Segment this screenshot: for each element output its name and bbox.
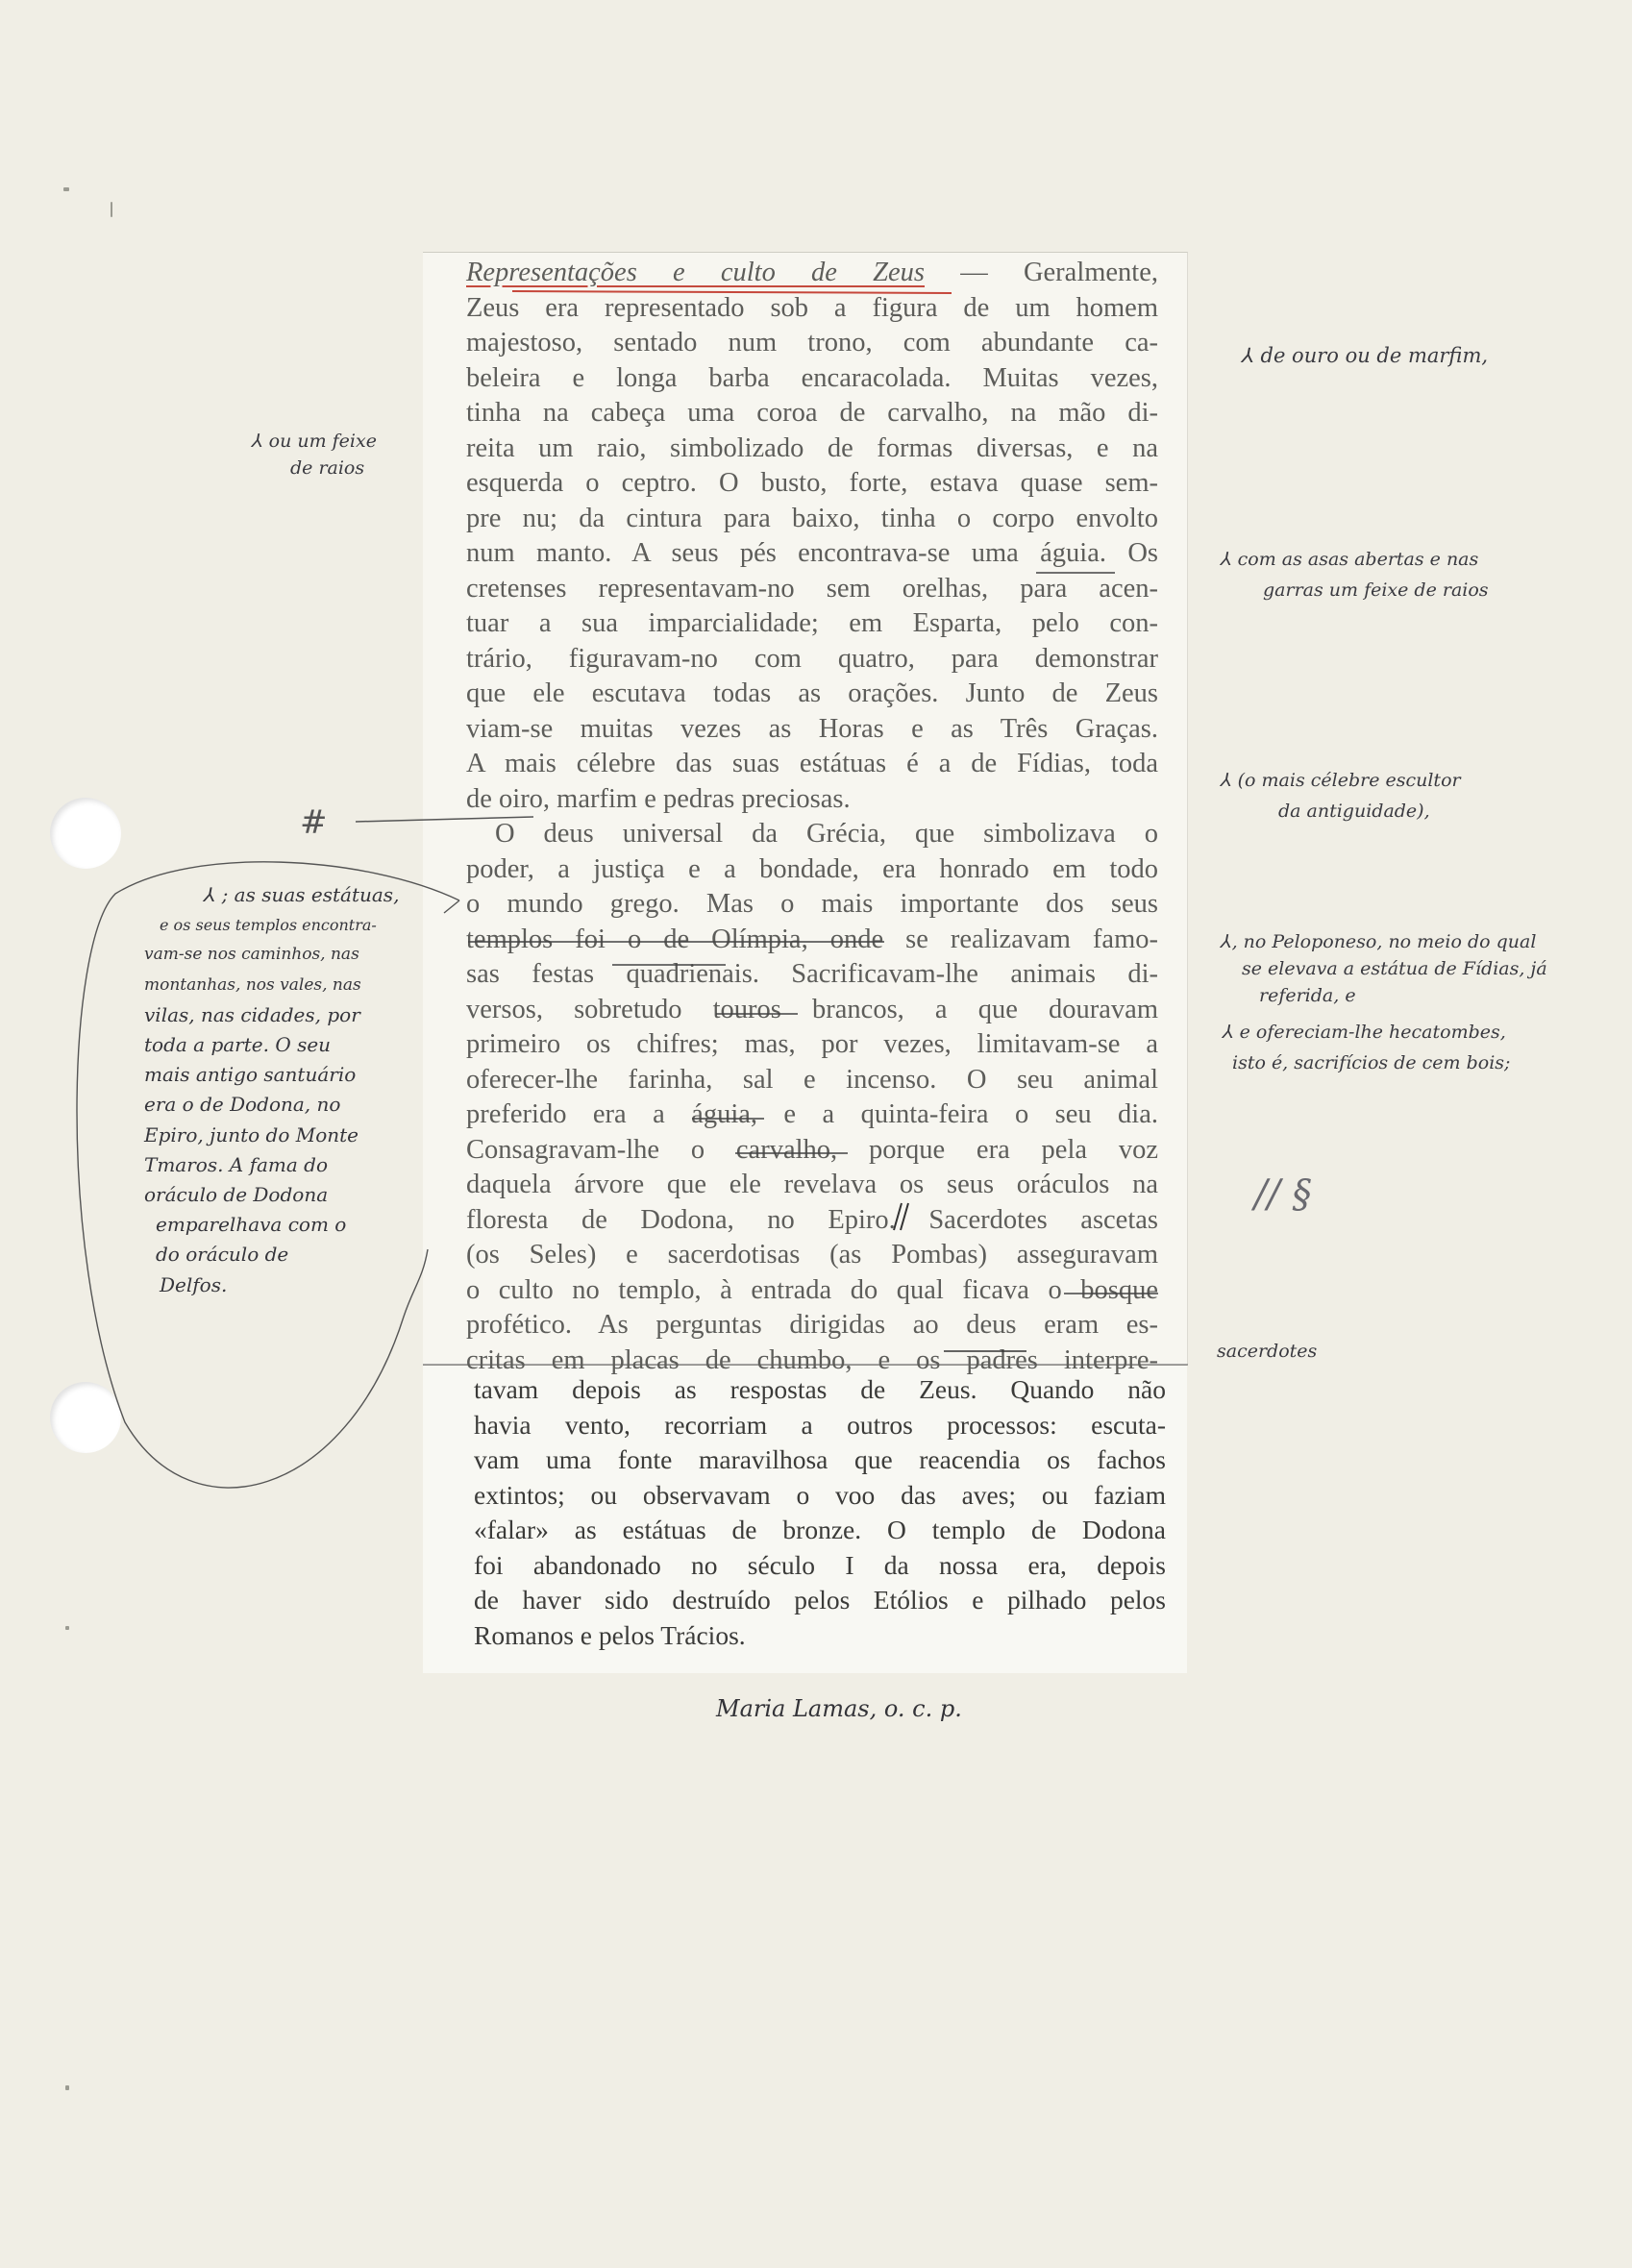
annotation-cross: #: [300, 803, 328, 842]
text-line: de haver sido destruído pelos Etólios e pilhado pelos: [474, 1585, 1166, 1615]
text-line: Consagravam-lhe o carvalho, porque era pela voz: [466, 1134, 1158, 1165]
section-title: Representações e culto de Zeus: [466, 258, 926, 287]
text-line: o culto no templo, à entrada do qual ficava o bosque: [466, 1274, 1158, 1305]
annotation-asas: ⅄ com as asas abertas e nas garras um feixe de raios: [1221, 549, 1489, 601]
annotation-peloponeso: ⅄, no Peloponeso, no meio do qual se elevava a estátua de Fídias, já referida, e: [1221, 931, 1547, 1006]
signature: Maria Lamas, o. c. p.: [716, 1695, 962, 1722]
text-line: que ele escutava todas as orações. Junto de Zeus: [466, 678, 1158, 708]
annotation-hecatombes: ⅄ e ofereciam-lhe hecatombes, isto é, sacrifícios de cem bois;: [1223, 1022, 1511, 1073]
text-line: esquerda o ceptro. O busto, forte, estava quase sem-: [466, 468, 1158, 498]
text-line: primeiro os chifres; mas, por vezes, limitavam-se a: [466, 1029, 1158, 1059]
text-line: havia vento, recorriam a outros processos: escuta-: [474, 1409, 1166, 1440]
annotation-sacerdotes: sacerdotes: [1217, 1341, 1318, 1362]
text-line: «falar» as estátuas de bronze. O templo de Dodona: [474, 1515, 1166, 1544]
annotation-ouro-marfim: ⅄ de ouro ou de marfim,: [1242, 344, 1489, 367]
text-line: pre nu; da cintura para baixo, tinha o corpo envolto: [466, 503, 1158, 533]
text-line: oferecer-lhe farinha, sal e incenso. O seu animal: [466, 1064, 1158, 1095]
text-line: cretenses representavam-no sem orelhas, para acen-: [466, 573, 1158, 604]
text-line: templos foi o de Olímpia, onde se realizavam famo-: [466, 924, 1158, 954]
annotation-paragraph: // §: [1254, 1172, 1312, 1217]
text-line: Zeus era representado sob a figura de um homem: [466, 292, 1158, 323]
text-line: tavam depois as respostas de Zeus. Quando não: [474, 1374, 1166, 1404]
text-line: beleira e longa barba encaracolada. Muitas vezes,: [466, 362, 1158, 393]
text-line: de oiro, marfim e pedras preciosas.: [466, 783, 851, 814]
annotation-raios: ⅄ ou um feixe de raios: [252, 431, 377, 479]
text-line: viam-se muitas vezes as Horas e as Três Graças.: [466, 713, 1158, 744]
text-line: tinha na cabeça uma coroa de carvalho, na mão di-: [466, 398, 1158, 428]
text-line: tuar a sua imparcialidade; em Esparta, pelo con-: [466, 608, 1158, 638]
text-line: majestoso, sentado num trono, com abundante ca-: [466, 328, 1158, 357]
text-line: reita um raio, simbolizado de formas diversas, e na: [466, 432, 1158, 463]
text-line: Romanos e pelos Trácios.: [474, 1619, 746, 1650]
text-line: num manto. A seus pés encontrava-se uma águia. Os: [466, 538, 1158, 568]
text-line: o mundo grego. Mas o mais importante dos seus: [466, 889, 1158, 919]
text-line: extintos; ou observavam o voo das aves; ou faziam: [474, 1479, 1166, 1510]
text-line: foi abandonado no século I da nossa era, depois: [474, 1549, 1166, 1580]
text-line: A mais célebre das suas estátuas é a de Fídias, toda: [466, 749, 1158, 778]
text-line: poder, a justiça e a bondade, era honrado em todo: [466, 853, 1158, 884]
text-line: vam uma fonte maravilhosa que reacendia os fachos: [474, 1444, 1166, 1474]
text-line: versos, sobretudo touros brancos, a que douravam: [466, 994, 1158, 1024]
text-line: critas em placas de chumbo, e os padres interpre-: [466, 1344, 1158, 1375]
text-line: floresta de Dodona, no Epiro. Sacerdotes ascetas: [466, 1204, 1158, 1235]
annotation-left-note: ⅄ ; as suas estátuas, e os seus templos encontra- vam-se nos caminhos, nas montanhas, nos vales, nas vilas, nas cidades, por toda a parte. O seu mais antigo santuário era o de Dodona, no Epiro, junto do Monte Tmaros. A fama do oráculo de Dodona emparelhava com o do oráculo de Delfos.: [144, 883, 400, 1296]
text-line: daquela árvore que ele revelava os seus oráculos na: [466, 1170, 1158, 1199]
text-line-1: Representações e culto de Zeus — Geralmente,: [466, 258, 1158, 287]
text-line: sas festas quadrienais. Sacrificavam-lhe animais di-: [466, 959, 1158, 989]
annotation-fidias: ⅄ (o mais célebre escultor da antiguidade),: [1221, 770, 1461, 822]
text-line: O deus universal da Grécia, que simbolizava o: [495, 819, 1158, 849]
text-line: (os Seles) e sacerdotisas (as Pombas) asseguravam: [466, 1240, 1158, 1270]
text-line: preferido era a águia, e a quinta-feira o seu dia.: [466, 1099, 1158, 1129]
text-line: trário, figuravam-no com quatro, para demonstrar: [466, 643, 1158, 674]
text-line: profético. As perguntas dirigidas ao deus eram es-: [466, 1310, 1158, 1340]
